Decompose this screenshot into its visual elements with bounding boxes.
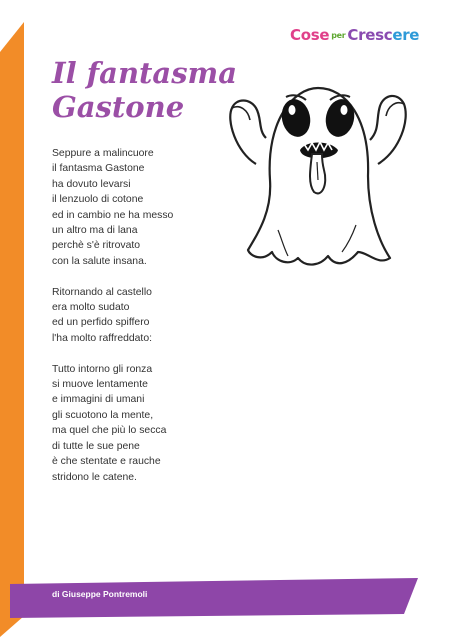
author-credit: di Giuseppe Pontremoli [52,589,148,599]
poem-line: perchè s'è ritrovato [52,240,141,252]
poem-line: ed in cambio ne ha messo [52,209,174,221]
site-logo [290,26,425,54]
poem-line: con la salute insana. [52,255,147,267]
logo-part-per: per [331,31,346,40]
poem-line: il fantasma Gastone [52,163,145,175]
poem-line: è che stentate e rauche [52,456,161,468]
poem-line: di tutte le sue pene [52,440,140,452]
poem-line: e immagini di umani [52,394,145,406]
logo-part-cose: Cose [290,26,330,44]
title-line-1: Il fantasma [52,56,238,90]
ghost-icon [218,80,418,280]
logo-part-ere: ere [392,26,420,44]
poem-line: gli scuotono la mente, [52,409,154,421]
stanza-2 [52,285,252,347]
poem-line: si muove lentamente [52,379,148,391]
poem-line: il lenzuolo di cotone [52,194,144,206]
poem-line: ma quel che più lo secca [52,425,167,437]
logo-part-cresc: Cresc [347,26,393,44]
poem-line: ed un perfido spiffero [52,317,150,329]
poem-line: l'ha molto raffreddato: [52,332,152,344]
poem-line: era molto sudato [52,302,130,314]
poem-line: stridono le catene. [52,471,137,483]
poem-line: ha dovuto levarsi [52,178,131,190]
stanza-3 [52,362,252,485]
poem-line: un altro ma di lana [52,225,138,237]
poem-line: Tutto intorno gli ronza [52,363,153,375]
title-line-2: Gastone [52,90,185,124]
poem-line: Ritornando al castello [52,286,152,298]
poem-line: Seppure a malincuore [52,148,154,159]
